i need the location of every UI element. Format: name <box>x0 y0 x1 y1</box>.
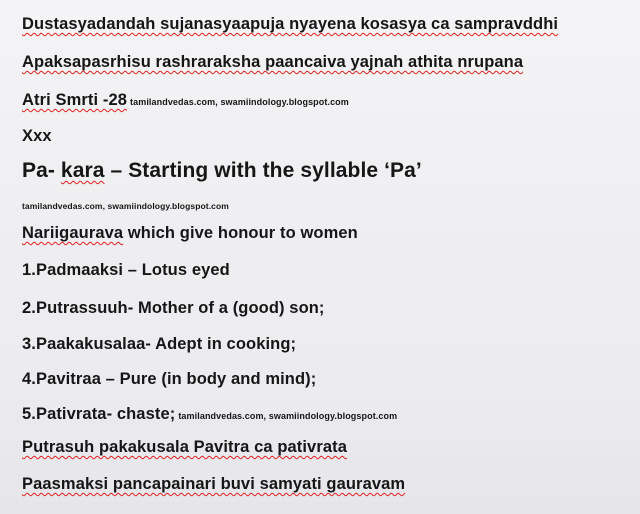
list-item-1-text: 1.Padmaaksi – Lotus eyed <box>22 261 230 279</box>
watermark-text-1: tamilandvedas.com, swamiindology.blogspot.com <box>130 97 349 107</box>
verse-line-4-text: Paasmaksi pancapainari buvi samyati gauravam <box>22 475 406 493</box>
list-item-5 <box>22 405 397 425</box>
heading-kara: kara <box>60 159 105 182</box>
intro-rest: which give honour to women <box>123 224 358 242</box>
verse-line-4 <box>22 475 405 495</box>
verse-line-2 <box>22 53 523 73</box>
heading-prefix: Pa- <box>22 159 61 182</box>
list-item-5-text: 5.Pativrata- chaste; <box>22 405 176 423</box>
list-item-4 <box>22 370 316 390</box>
watermark-text-3: tamilandvedas.com, swamiindology.blogspot.com <box>178 411 398 421</box>
list-item-2-text: 2.Putrassuuh- Mother of a (good) son; <box>22 299 325 317</box>
verse-line-3-text: Putrasuh pakakusala Pavitra ca pativrata <box>22 438 347 456</box>
intro-line <box>22 224 358 244</box>
heading-rest: – Starting with the syllable ‘Pa’ <box>104 159 422 182</box>
list-item-1 <box>22 261 230 281</box>
verse-line-2-text: Apaksapasrhisu rashraraksha paancaiva yajnah athita nrupana <box>22 53 524 71</box>
source-citation <box>22 91 349 111</box>
watermark-text-2: tamilandvedas.com, swamiindology.blogspot.com <box>22 201 229 211</box>
separator-text: Xxx <box>22 127 52 145</box>
verse-line-1-text: Dustasyadandah sujanasyaapuja nyayena kosasya ca sampravddhi <box>22 15 559 33</box>
list-item-2 <box>22 299 325 319</box>
list-item-4-text: 4.Pavitraa – Pure (in body and mind); <box>22 370 317 388</box>
watermark-line <box>22 201 229 211</box>
separator-xxx <box>22 127 52 147</box>
intro-term: Nariigaurava <box>22 224 124 242</box>
list-item-3-text: 3.Paakakusalaa- Adept in cooking; <box>22 335 297 353</box>
verse-line-1 <box>22 15 558 35</box>
citation-text: Atri Smrti -28 <box>22 91 128 109</box>
verse-line-3 <box>22 438 347 458</box>
section-heading <box>22 158 422 183</box>
list-item-3 <box>22 335 296 355</box>
